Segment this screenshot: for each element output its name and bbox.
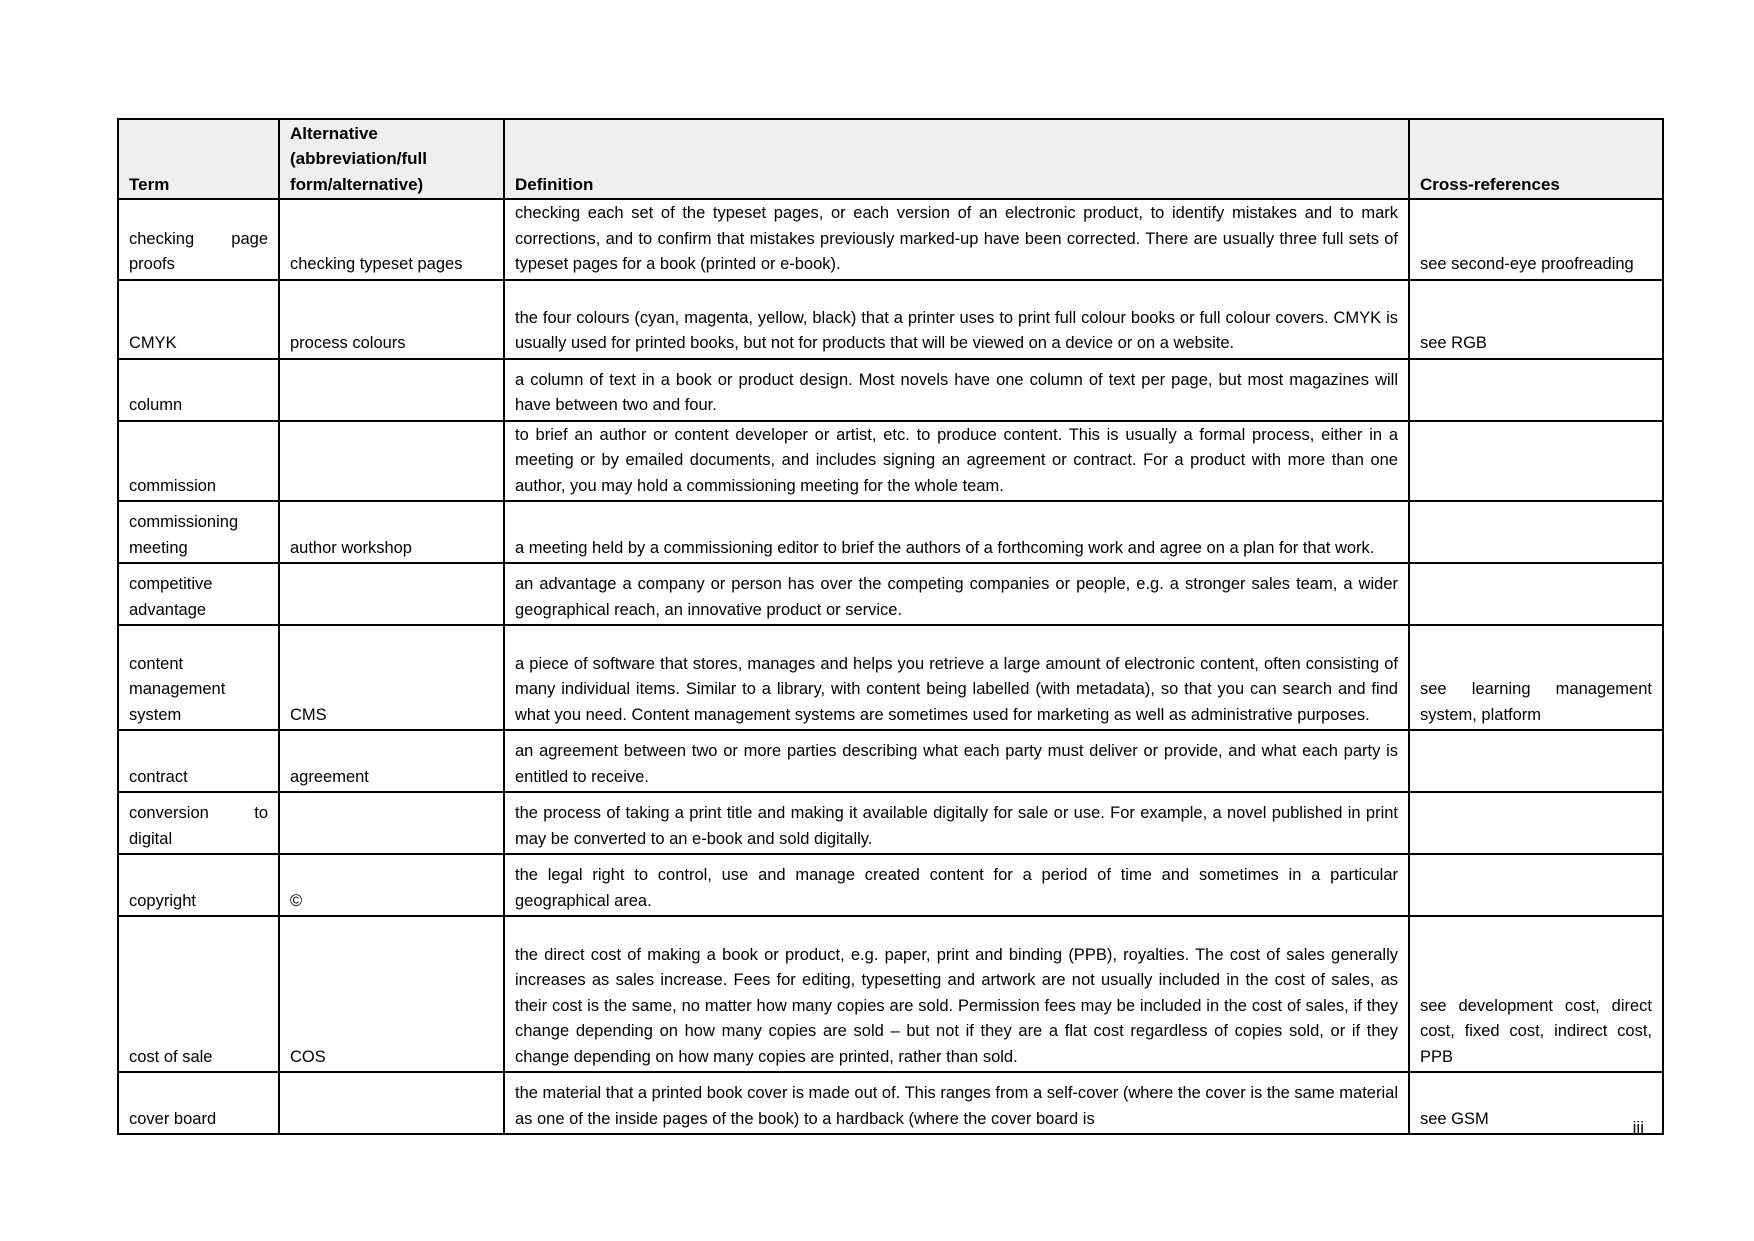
term-cell: CMYK xyxy=(118,280,279,359)
alternative-cell: © xyxy=(279,854,504,916)
table-row xyxy=(118,359,1663,421)
definition-cell: a meeting held by a commissioning editor to brief the authors of a forthcoming work and agree on a plan for that work. xyxy=(504,501,1409,563)
page-number: iii xyxy=(1632,1118,1644,1137)
alternative-cell xyxy=(279,792,504,854)
cross-reference-cell: see development cost, direct cost, fixed cost, indirect cost, PPB xyxy=(1409,916,1663,1072)
table-row xyxy=(118,563,1663,625)
cross-reference-cell: see RGB xyxy=(1409,280,1663,359)
table-row xyxy=(118,625,1663,730)
term-cell: checking page proofs xyxy=(118,199,279,280)
definition-cell: the legal right to control, use and manage created content for a period of time and sometimes in a particular geographical area. xyxy=(504,854,1409,916)
term-cell: commission xyxy=(118,421,279,502)
alternative-cell xyxy=(279,421,504,502)
glossary-table-body xyxy=(118,199,1663,1134)
cross-reference-cell xyxy=(1409,421,1663,502)
glossary-table xyxy=(117,118,1664,1135)
table-row xyxy=(118,730,1663,792)
cross-reference-cell xyxy=(1409,854,1663,916)
cross-reference-cell xyxy=(1409,359,1663,421)
alternative-cell: process colours xyxy=(279,280,504,359)
cross-reference-cell xyxy=(1409,563,1663,625)
header-cross-references: Cross-references xyxy=(1409,119,1663,199)
table-row xyxy=(118,199,1663,280)
term-cell: conversion to digital xyxy=(118,792,279,854)
term-cell: cost of sale xyxy=(118,916,279,1072)
table-row xyxy=(118,421,1663,502)
term-cell: content management system xyxy=(118,625,279,730)
definition-cell: the direct cost of making a book or product, e.g. paper, print and binding (PPB), royalties. The cost of sales generally increases as sales increase. Fees for editing, typesetting and artwork are not usually included in the cost of sales, as their cost is the same, no matter how many copies are sold. Permission fees may be included in the cost of sales, if they change depending on how many copies are sold – but not if they are a flat cost regardless of copies sold, or if they change depending on how many copies are printed, rather than sold. xyxy=(504,916,1409,1072)
alternative-cell: checking typeset pages xyxy=(279,199,504,280)
header-definition: Definition xyxy=(504,119,1409,199)
table-row xyxy=(118,792,1663,854)
header-row xyxy=(118,119,1663,199)
table-row xyxy=(118,501,1663,563)
definition-cell: the process of taking a print title and making it available digitally for sale or use. For example, a novel published in print may be converted to an e-book and sold digitally. xyxy=(504,792,1409,854)
alternative-cell: author workshop xyxy=(279,501,504,563)
table-row xyxy=(118,1072,1663,1134)
definition-cell: a column of text in a book or product design. Most novels have one column of text per page, but most magazines will have between two and four. xyxy=(504,359,1409,421)
term-cell: commissioning meeting xyxy=(118,501,279,563)
cross-reference-cell xyxy=(1409,501,1663,563)
definition-cell: the material that a printed book cover is made out of. This ranges from a self-cover (where the cover is the same material as one of the inside pages of the book) to a hardback (where the cover board is xyxy=(504,1072,1409,1134)
definition-cell: to brief an author or content developer or artist, etc. to produce content. This is usually a formal process, either in a meeting or by emailed documents, and includes signing an agreement or contract. For a product with more than one author, you may hold a commissioning meeting for the whole team. xyxy=(504,421,1409,502)
cross-reference-cell xyxy=(1409,792,1663,854)
cross-reference-cell: see second-eye proofreading xyxy=(1409,199,1663,280)
alternative-cell xyxy=(279,1072,504,1134)
definition-cell: an advantage a company or person has over the competing companies or people, e.g. a stronger sales team, a wider geographical reach, an innovative product or service. xyxy=(504,563,1409,625)
alternative-cell: agreement xyxy=(279,730,504,792)
header-alternative: Alternative (abbreviation/full form/alternative) xyxy=(279,119,504,199)
term-cell: copyright xyxy=(118,854,279,916)
definition-cell: checking each set of the typeset pages, or each version of an electronic product, to identify mistakes and to mark corrections, and to confirm that mistakes previously marked-up have been corrected. There are usually three full sets of typeset pages for a book (printed or e-book). xyxy=(504,199,1409,280)
alternative-cell: COS xyxy=(279,916,504,1072)
term-cell: contract xyxy=(118,730,279,792)
alternative-cell: CMS xyxy=(279,625,504,730)
alternative-cell xyxy=(279,359,504,421)
term-cell: column xyxy=(118,359,279,421)
term-cell: competitive advantage xyxy=(118,563,279,625)
header-term: Term xyxy=(118,119,279,199)
cross-reference-cell xyxy=(1409,730,1663,792)
table-row xyxy=(118,280,1663,359)
definition-cell: a piece of software that stores, manages and helps you retrieve a large amount of electronic content, often consisting of many individual items. Similar to a library, with content being labelled (with metadata), so that you can search and find what you need. Content management systems are sometimes used for marketing as well as administrative purposes. xyxy=(504,625,1409,730)
definition-cell: an agreement between two or more parties describing what each party must deliver or provide, and what each party is entitled to receive. xyxy=(504,730,1409,792)
alternative-cell xyxy=(279,563,504,625)
term-cell: cover board xyxy=(118,1072,279,1134)
cross-reference-cell: see GSM xyxy=(1409,1072,1663,1134)
cross-reference-cell: see learning management system, platform xyxy=(1409,625,1663,730)
definition-cell: the four colours (cyan, magenta, yellow, black) that a printer uses to print full colour books or full colour covers. CMYK is usually used for printed books, but not for products that will be viewed on a device or on a website. xyxy=(504,280,1409,359)
table-row xyxy=(118,854,1663,916)
table-row xyxy=(118,916,1663,1072)
glossary-table-header xyxy=(118,119,1663,199)
